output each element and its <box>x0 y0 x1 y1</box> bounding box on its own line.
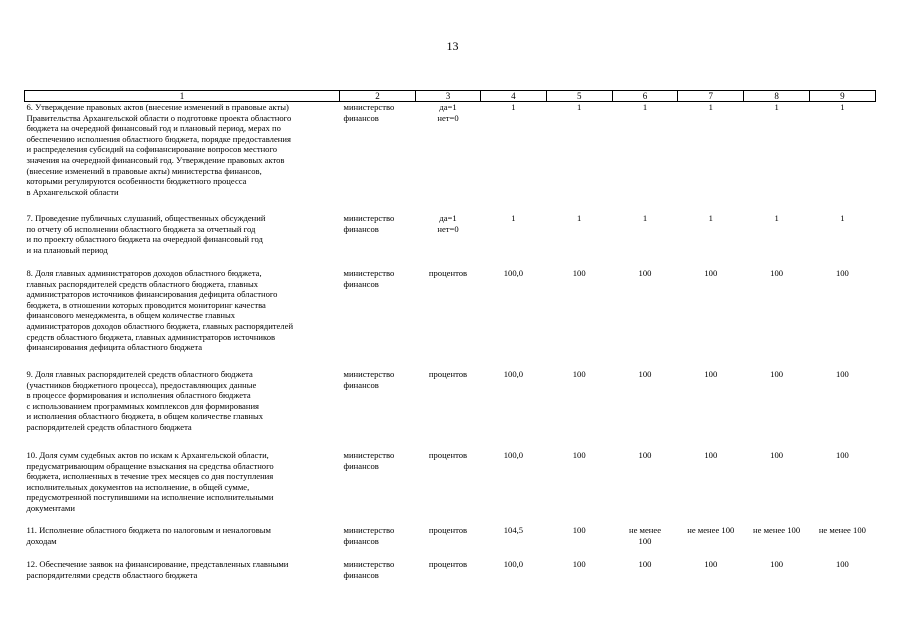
value-col-6: 1 <box>642 213 648 223</box>
unit-of-measure: процентов <box>428 369 468 379</box>
value-col-5: 100 <box>572 525 586 535</box>
indicator-name: 10. Доля сумм судебных актов по искам к Архангельской области, предусматривающим обращение взыскания на средства областного бюджета, исполненных в течение трех месяцев со дня поступления исполнительных документов на исполнение, в общей сумме, предусмотренной поступившими на исполнение исполнительными документами <box>26 450 274 513</box>
column-header: 3 <box>416 91 481 102</box>
table-row <box>25 525 876 559</box>
indicator-name: 8. Доля главных администраторов доходов областного бюджета, главных распорядителей средств областного бюджета, главных администраторов источников финансирования дефицита областного бюджета, в отношении которых проводится мониторинг качества финансового менеджмента, в общем количестве главных администраторов доходов областного бюджета, главных распорядителей средств областного бюджета, главных администраторов источников финансирования дефицита областного бюджета <box>26 268 294 353</box>
value-col-9: 100 <box>835 369 849 379</box>
value-col-5: 100 <box>572 559 586 569</box>
value-col-5: 1 <box>577 102 582 112</box>
indicators-table <box>24 90 876 581</box>
value-col-5: 100 <box>572 369 586 379</box>
value-col-9: не менее 100 <box>818 525 866 535</box>
column-header: 8 <box>744 91 810 102</box>
responsible-org: министерство финансов <box>343 450 395 471</box>
value-col-4: 100,0 <box>503 268 524 278</box>
value-col-5: 100 <box>572 268 586 278</box>
value-col-6: 100 <box>638 268 652 278</box>
value-col-9: 100 <box>835 450 849 460</box>
responsible-org: министерство финансов <box>343 559 395 580</box>
value-col-7: 100 <box>704 450 718 460</box>
responsible-org: министерство финансов <box>343 525 395 546</box>
unit-of-measure: процентов <box>428 268 468 278</box>
responsible-org: министерство финансов <box>343 369 395 390</box>
table-header-row <box>25 91 876 102</box>
table-row <box>25 369 876 450</box>
column-header: 6 <box>612 91 678 102</box>
value-col-8: 1 <box>774 102 779 112</box>
table-row <box>25 450 876 525</box>
column-header: 1 <box>25 91 340 102</box>
value-col-8: 1 <box>774 213 779 223</box>
value-col-7: 100 <box>704 369 718 379</box>
column-header: 4 <box>481 91 547 102</box>
value-col-6: 100 <box>638 369 652 379</box>
value-col-7: 1 <box>708 102 713 112</box>
responsible-org: министерство финансов <box>343 213 395 234</box>
value-col-8: 100 <box>770 369 784 379</box>
column-header: 2 <box>340 91 416 102</box>
indicator-name: 9. Доля главных распорядителей средств областного бюджета (участников бюджетного процесса), предоставляющих данные в процессе формирования и исполнения областного бюджета с использованием программных комплексов для формирования и исполнения областного бюджета, в общем количестве главных распорядителей средств областного бюджета <box>26 369 264 432</box>
value-col-4: 1 <box>511 213 516 223</box>
table-row <box>25 102 876 214</box>
value-col-8: 100 <box>770 559 784 569</box>
value-col-4: 100,0 <box>503 369 524 379</box>
page-number: 13 <box>446 39 459 53</box>
indicator-name: 7. Проведение публичных слушаний, общественных обсуждений по отчету об исполнении областного бюджета за отчетный год и по проекту областного бюджета на очередной финансовый год и на плановый период <box>26 213 266 255</box>
value-col-8: не менее 100 <box>753 525 801 535</box>
value-col-9: 100 <box>835 559 849 569</box>
value-col-6: 1 <box>642 102 648 112</box>
value-col-9: 1 <box>840 213 845 223</box>
unit-of-measure: процентов <box>428 559 468 569</box>
value-col-4: 104,5 <box>503 525 524 535</box>
table-row <box>25 268 876 369</box>
table-row <box>25 559 876 581</box>
value-col-5: 1 <box>577 213 582 223</box>
value-col-9: 100 <box>835 268 849 278</box>
unit-of-measure: да=1 нет=0 <box>437 213 459 234</box>
unit-of-measure: да=1 нет=0 <box>437 102 459 123</box>
column-header: 7 <box>678 91 744 102</box>
value-col-7: не менее 100 <box>687 525 735 535</box>
value-col-8: 100 <box>770 450 784 460</box>
column-header: 9 <box>809 91 875 102</box>
value-col-6: не менее 100 <box>628 525 662 546</box>
value-col-4: 100,0 <box>503 450 524 460</box>
indicator-name: 6. Утверждение правовых актов (внесение изменений в правовые акты) Правительства Архангельской области о подготовке проекта областного бюджета на очередной финансовый год и плановый период, мерах по обеспечению исполнения областного бюджета, порядке предоставления и распределения субсидий на софинансирование вопросов местного значения на очередной финансовый год. Утверждение правовых актов (внесение изменений в правовые акты) министерства финансов, которыми регулируются особенности бюджетного процесса в Архангельской области <box>26 102 292 197</box>
unit-of-measure: процентов <box>428 525 468 535</box>
indicator-name: 12. Обеспечение заявок на финансирование, представленных главными распорядителями средств областного бюджета <box>26 559 289 580</box>
indicator-name: 11. Исполнение областного бюджета по налоговым и неналоговым доходам <box>26 525 271 546</box>
responsible-org: министерство финансов <box>343 102 395 123</box>
value-col-7: 1 <box>708 213 713 223</box>
column-header: 5 <box>546 91 612 102</box>
unit-of-measure: процентов <box>428 450 468 460</box>
value-col-4: 1 <box>511 102 516 112</box>
value-col-7: 100 <box>704 559 718 569</box>
value-col-8: 100 <box>770 268 784 278</box>
value-col-7: 100 <box>704 268 718 278</box>
value-col-6: 100 <box>638 450 652 460</box>
value-col-4: 100,0 <box>503 559 524 569</box>
responsible-org: министерство финансов <box>343 268 395 289</box>
table-row <box>25 213 876 268</box>
value-col-9: 1 <box>840 102 845 112</box>
value-col-5: 100 <box>572 450 586 460</box>
value-col-6: 100 <box>638 559 652 569</box>
